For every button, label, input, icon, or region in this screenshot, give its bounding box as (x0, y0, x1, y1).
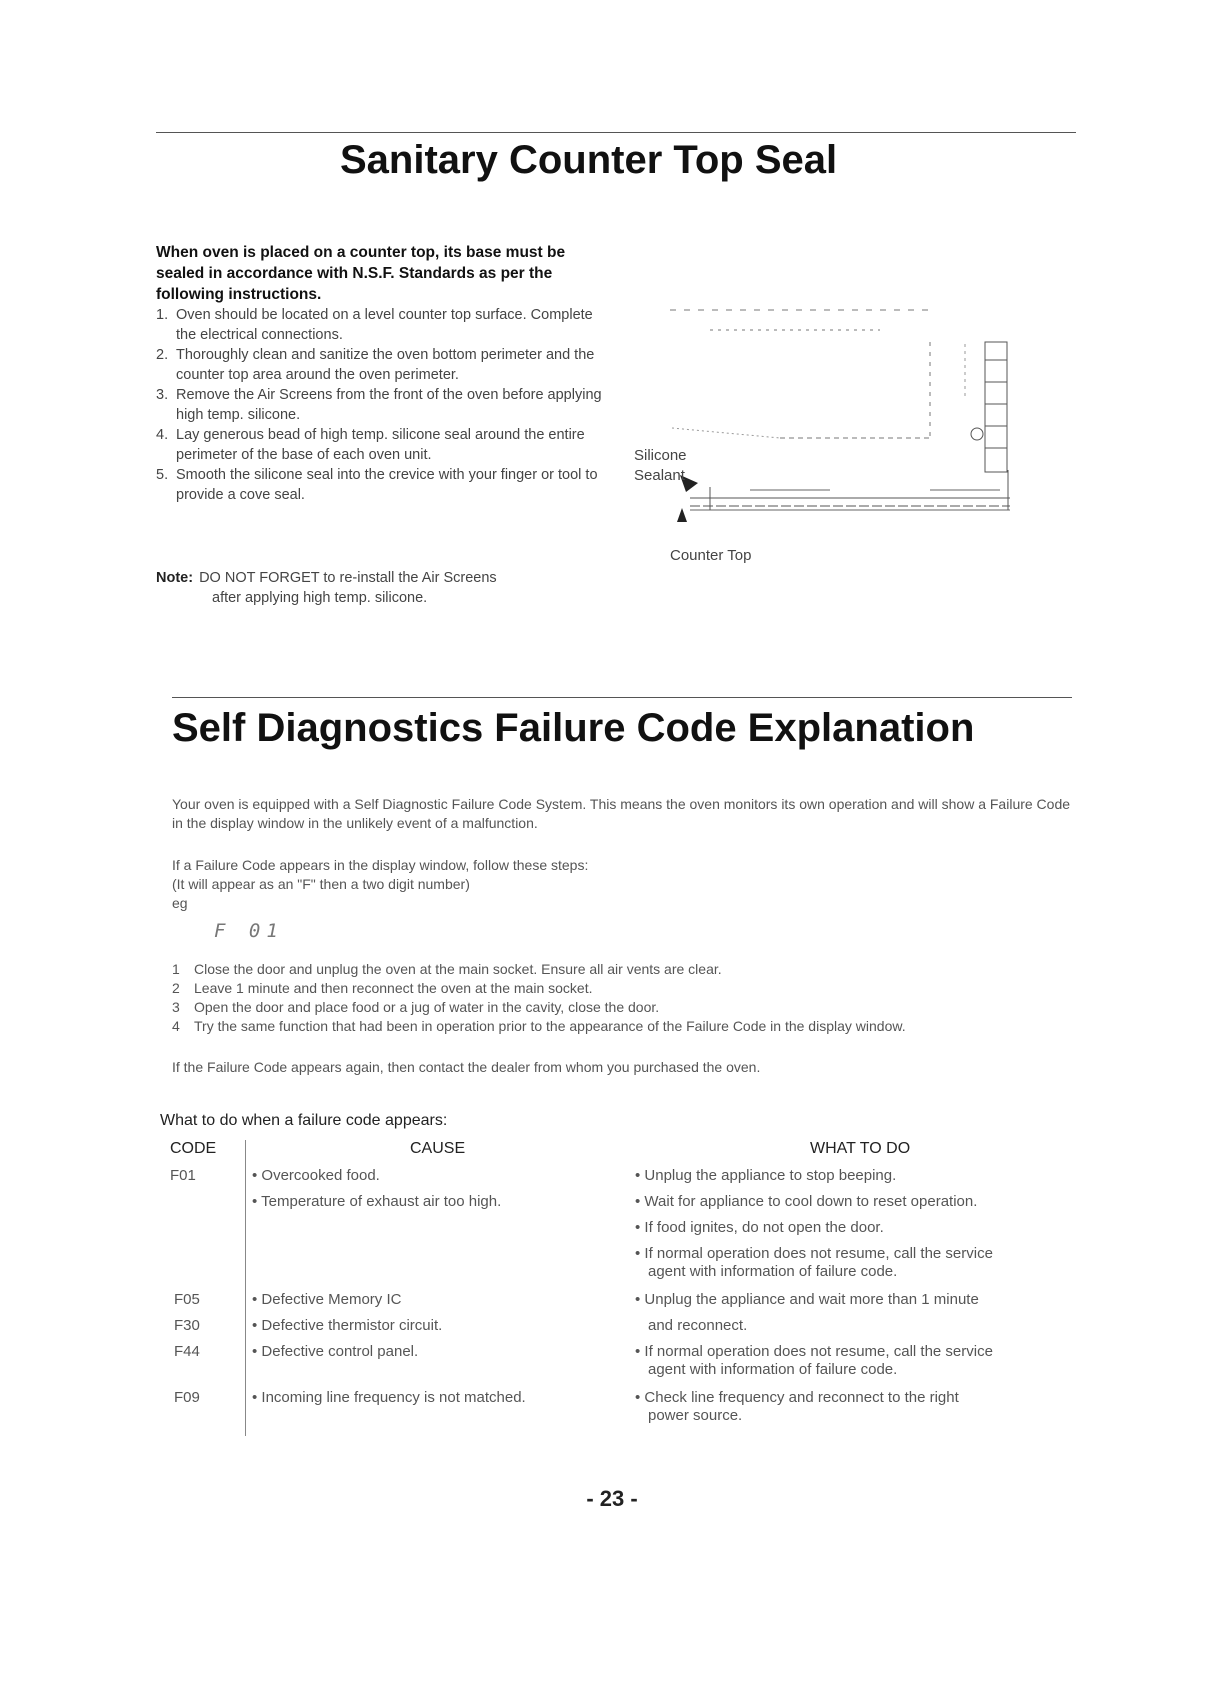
section-title-sanitary-seal: Sanitary Counter Top Seal (340, 138, 838, 182)
failure-code-table-heading: What to do when a failure code appears: (160, 1112, 448, 1129)
note-text: DO NOT FORGET to re-install the Air Screens (199, 570, 497, 586)
cause-f30: • Defective thermistor circuit. (252, 1317, 443, 1334)
todo-f01-service: • If normal operation does not resume, call the service (635, 1245, 993, 1262)
oven-outline-drawing (630, 300, 1050, 570)
seal-note (156, 568, 616, 608)
example-failure-code-display: F 01 (214, 920, 284, 942)
label-counter-top: Counter Top (670, 547, 752, 564)
cause-f01-exhaust: • Temperature of exhaust air too high. (252, 1193, 502, 1210)
list-item: 4. Lay generous bead of high temp. silicone seal around the entire perimeter of the base of each oven unit. (156, 427, 585, 463)
list-item: 4 Try the same function that had been in operation prior to the appearance of the Failure Code in the display window. (172, 1018, 906, 1034)
contact-dealer-text: If the Failure Code appears again, then contact the dealer from whom you purchased the oven. (172, 1059, 761, 1075)
code-f30: F30 (174, 1317, 200, 1334)
code-f05: F05 (174, 1291, 200, 1308)
list-item: 1. Oven should be located on a level counter top surface. Complete the electrical connections. (156, 307, 593, 343)
todo-f01-ignite: • If food ignites, do not open the door. (635, 1219, 884, 1236)
list-item: 5. Smooth the silicone seal into the crevice with your finger or tool to provide a cove seal. (156, 467, 598, 503)
todo-group-service-cont: agent with information of failure code. (648, 1361, 898, 1378)
arrow-to-counter-top (677, 508, 687, 522)
todo-group-unplug-cont: and reconnect. (648, 1317, 748, 1334)
seal-steps-list (156, 305, 616, 505)
section-title-diagnostics: Self Diagnostics Failure Code Explanation (172, 706, 975, 750)
list-item: 3. Remove the Air Screens from the front of the oven before applying high temp. silicone. (156, 387, 602, 423)
list-item: 2 Leave 1 minute and then reconnect the oven at the main socket. (172, 980, 593, 996)
header-code: CODE (170, 1140, 217, 1157)
todo-f01-service-cont: agent with information of failure code. (648, 1263, 898, 1280)
code-f09: F09 (174, 1389, 200, 1406)
label-silicone: Silicone (634, 447, 687, 464)
header-what-to-do: WHAT TO DO (810, 1140, 911, 1157)
cause-f01-overcooked: • Overcooked food. (252, 1167, 380, 1184)
todo-group-service: • If normal operation does not resume, call the service (635, 1343, 993, 1360)
list-item: 3 Open the door and place food or a jug of water in the cavity, close the door. (172, 999, 660, 1015)
table-divider (245, 1140, 246, 1436)
diagnostics-steps-list (172, 960, 1072, 1036)
code-f01: F01 (170, 1167, 196, 1184)
cause-f05: • Defective Memory IC (252, 1291, 402, 1308)
code-f44: F44 (174, 1343, 200, 1360)
note-label: Note: (156, 570, 194, 586)
todo-f09: • Check line frequency and reconnect to the right (635, 1389, 959, 1406)
list-item: 2. Thoroughly clean and sanitize the oven bottom perimeter and the counter top area around the oven perimeter. (156, 347, 595, 383)
top-rule (156, 132, 1076, 133)
diagnostics-instructions: If a Failure Code appears in the display window, follow these steps: (It will appear as an "F" then a two digit number) eg (172, 856, 1072, 913)
list-item: 1 Close the door and unplug the oven at the main socket. Ensure all air vents are clear. (172, 961, 722, 977)
seal-intro-text: When oven is placed on a counter top, its base must be sealed in accordance with N.S.F. Standards as per the following instructions. (156, 244, 566, 303)
note-text-continued: after applying high temp. silicone. (212, 590, 428, 606)
diagnostics-intro: Your oven is equipped with a Self Diagnostic Failure Code System. This means the oven monitors its own operation and will show a Failure Code in the display window in the unlikely event of a malfunction. (172, 796, 1071, 831)
oven-seal-diagram (630, 300, 1050, 570)
cause-f44: • Defective control panel. (252, 1343, 419, 1360)
cause-f09: • Incoming line frequency is not matched. (252, 1389, 526, 1406)
todo-f01-wait: • Wait for appliance to cool down to reset operation. (635, 1193, 978, 1210)
todo-f09-cont: power source. (648, 1407, 743, 1424)
failure-code-table (170, 1140, 1100, 1440)
todo-group-unplug: • Unplug the appliance and wait more than 1 minute (635, 1291, 979, 1308)
todo-f01-unplug: • Unplug the appliance to stop beeping. (635, 1167, 897, 1184)
eg-label: eg (172, 895, 188, 911)
section-rule (172, 697, 1072, 698)
page-number: - 23 - (586, 1486, 638, 1511)
label-sealant: Sealant (634, 467, 685, 484)
header-cause: CAUSE (410, 1140, 466, 1157)
